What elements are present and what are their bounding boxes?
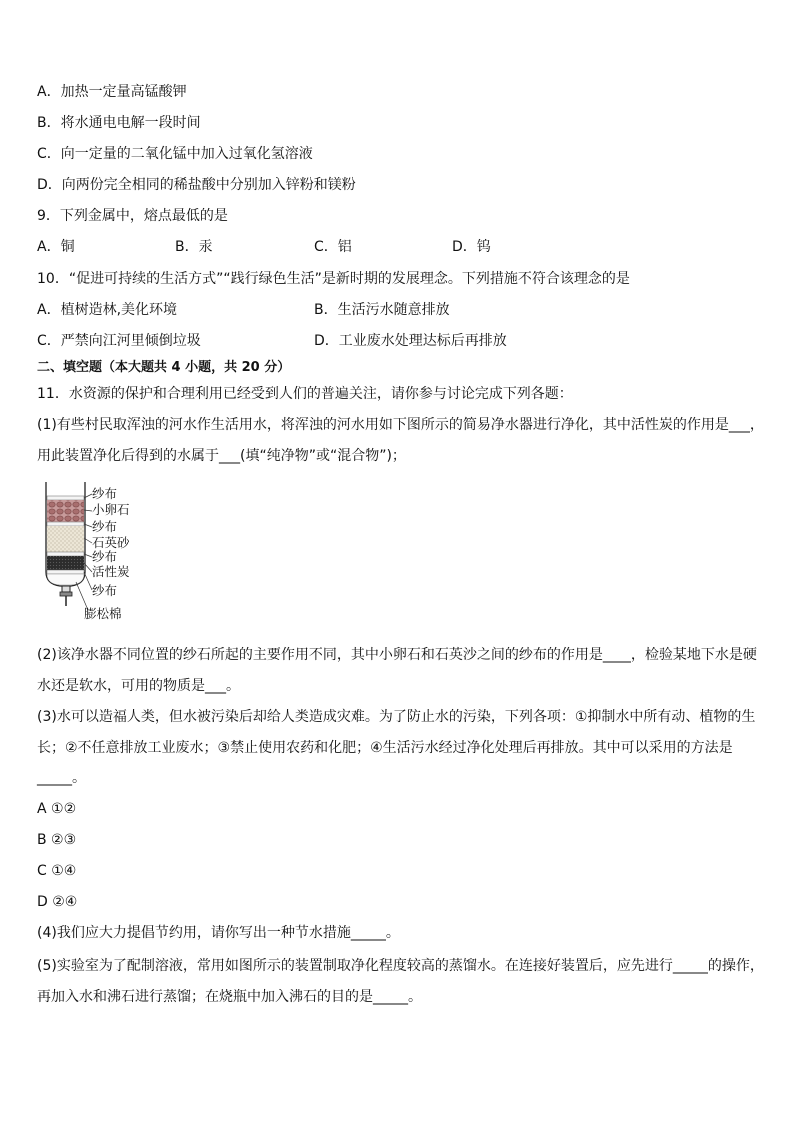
label-fluffy-cotton: 膨松棉: [84, 606, 122, 621]
label-gauze-3: 纱布: [92, 549, 118, 564]
q11-part3-option-b: B ②③: [37, 832, 77, 848]
label-gauze-2: 纱布: [92, 519, 118, 534]
label-activated-carbon: 活性炭: [92, 564, 130, 579]
label-gauze-1: 纱布: [92, 486, 118, 501]
q11-part3-line3: _____。: [37, 770, 86, 786]
label-small-pebbles: 小卵石: [92, 502, 130, 517]
q10-stem: 10．“促进可持续的生活方式”“践行绿色生活”是新时期的发展理念。下列措施不符合该理念的是: [37, 271, 630, 287]
q9-option-b: B．汞: [175, 239, 213, 255]
q11-part4: (4)我们应大力提倡节约用，请你写出一种节水措施_____。: [37, 925, 400, 941]
q9-options: [37, 237, 757, 257]
q11-part3-option-c: C ①④: [37, 863, 77, 879]
q11-part5-line1: (5)实验室为了配制溶液，常用如图所示的装置制取净化程度较高的蒸馏水。在连接好装置后，应先进行_____的操作，: [37, 958, 764, 974]
q9-option-d: D．钨: [452, 239, 491, 255]
q11-part1-line2: 用此装置净化后得到的水属于___(填“纯净物”或“混合物”)；: [37, 448, 406, 464]
q11-part3-line1: (3)水可以造福人类，但水被污染后却给人类造成灾难。为了防止水的污染，下列各项：①抑制水中所有动、植物的生: [37, 709, 756, 725]
q8-option-b: B．将水通电电解一段时间: [37, 115, 201, 131]
q11-part5-line2: 再加入水和沸石进行蒸馏；在烧瓶中加入沸石的目的是_____。: [37, 989, 422, 1005]
q11-part3-option-a: A ①②: [37, 801, 77, 817]
q9-stem: 9．下列金属中，熔点最低的是: [37, 208, 228, 224]
q11-part2-line2: 水还是软水，可用的物质是___。: [37, 678, 240, 694]
q8-option-a: A．加热一定量高锰酸钾: [37, 84, 187, 100]
section-title: 二、填空题（本大题共 4 小题，共 20 分）: [37, 360, 291, 375]
q11-part1-line1: (1)有些村民取浑浊的河水作生活用水，将浑浊的河水用如下图所示的简易净水器进行净化，其中活性炭的作用是___，: [37, 417, 764, 433]
label-gauze-4: 纱布: [92, 583, 118, 598]
q11-part3-line2: 长；②不任意排放工业废水；③禁止使用农药和化肥；④生活污水经过净化处理后再排放。其中可以采用的方法是: [37, 740, 733, 756]
q10-option-b: B．生活污水随意排放: [314, 302, 450, 318]
q10-option-a: A．植树造林,美化环境: [37, 302, 178, 318]
q9-option-a: A．铜: [37, 239, 75, 255]
q9-option-c: C．铝: [314, 239, 352, 255]
q10-options-row1: [37, 300, 757, 320]
q8-option-c: C．向一定量的二氧化锰中加入过氧化氢溶液: [37, 146, 313, 162]
q10-option-d: D．工业废水处理达标后再排放: [314, 333, 507, 349]
q8-option-d: D．向两份完全相同的稀盐酸中分别加入锌粉和镁粉: [37, 177, 356, 193]
q11-part2-line1: (2)该净水器不同位置的纱石所起的主要作用不同，其中小卵石和石英沙之间的纱布的作用是____，检验某地下水是硬: [37, 647, 757, 663]
label-quartz-sand: 石英砂: [92, 535, 130, 550]
water-purifier-diagram: [40, 480, 170, 625]
q11-part3-option-d: D ②④: [37, 894, 78, 910]
q10-options-row2: [37, 331, 757, 351]
q10-option-c: C．严禁向江河里倾倒垃圾: [37, 333, 201, 349]
q11-stem: 11．水资源的保护和合理利用已经受到人们的普遍关注，请你参与讨论完成下列各题：: [37, 386, 573, 402]
